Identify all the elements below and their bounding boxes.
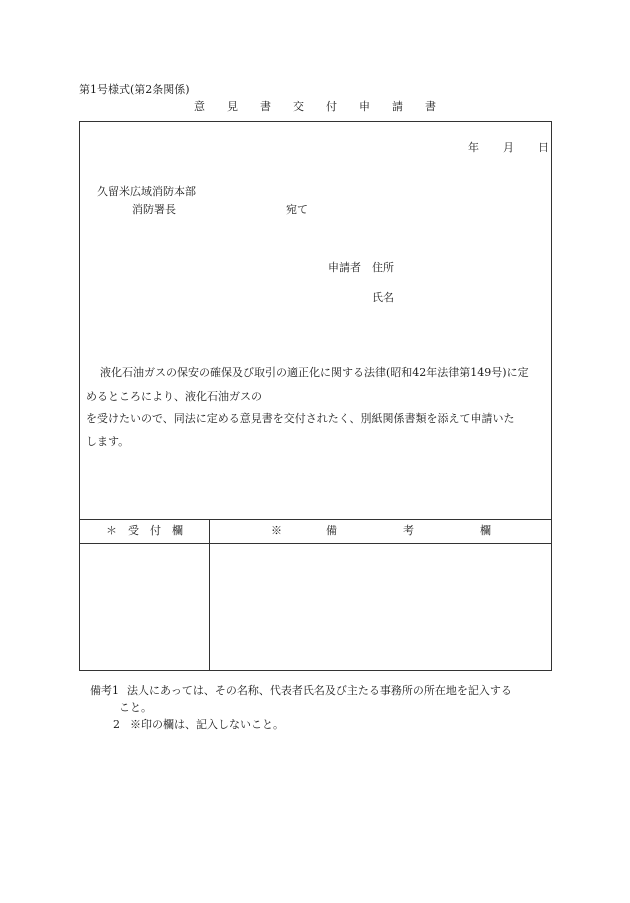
date-year: 年: [468, 141, 479, 154]
addressee-organization: 久留米広域消防本部: [97, 185, 196, 198]
notes-section: [90, 682, 512, 733]
note-item-1: 法人にあっては、その名称、代表者氏名及び主たる事務所の所在地を記入する: [127, 684, 512, 697]
form-title-char: 付: [326, 100, 337, 113]
reception-field[interactable]: [80, 544, 209, 670]
address-label: 住所: [372, 261, 394, 274]
body-text-line: めるところにより、液化石油ガスの: [86, 390, 262, 403]
remarks-column-header: ※ 備 考 欄: [271, 524, 491, 537]
body-text-line: します。: [86, 435, 130, 448]
form-title-char: 請: [392, 100, 403, 113]
note-item-2-number: 2: [113, 718, 120, 731]
form-number: 第1号様式(第2条関係): [79, 83, 190, 96]
form-title-char: 申: [359, 100, 370, 113]
body-text-line: 液化石油ガスの保安の確保及び取引の適正化に関する法律(昭和42年法律第149号)に定: [100, 366, 529, 379]
note-item-1-continued: こと。: [119, 701, 152, 714]
note-item-2: ※印の欄は、記入しないこと。: [130, 718, 284, 731]
addressee-title: 消防署長: [132, 203, 176, 216]
addressee-suffix: 宛て: [286, 203, 308, 216]
form-title: [0, 98, 630, 114]
form-title-char: 見: [227, 100, 238, 113]
name-label: 氏名: [372, 291, 394, 304]
date-month: 月: [503, 141, 514, 154]
body-text-line: を受けたいので、同法に定める意見書を交付されたく、別紙関係書類を添えて申請いた: [86, 412, 515, 425]
form-title-char: 交: [293, 100, 304, 113]
notes-label: 備考1: [90, 684, 119, 697]
application-form-box: [79, 121, 552, 671]
reception-column-header: ＊ 受 付 欄: [106, 524, 183, 537]
form-title-char: 書: [425, 100, 436, 113]
date-day: 日: [538, 141, 549, 154]
applicant-label: 申請者: [328, 261, 361, 274]
form-title-char: 意: [194, 100, 205, 113]
form-title-char: 書: [260, 100, 271, 113]
remarks-field[interactable]: [210, 544, 551, 670]
